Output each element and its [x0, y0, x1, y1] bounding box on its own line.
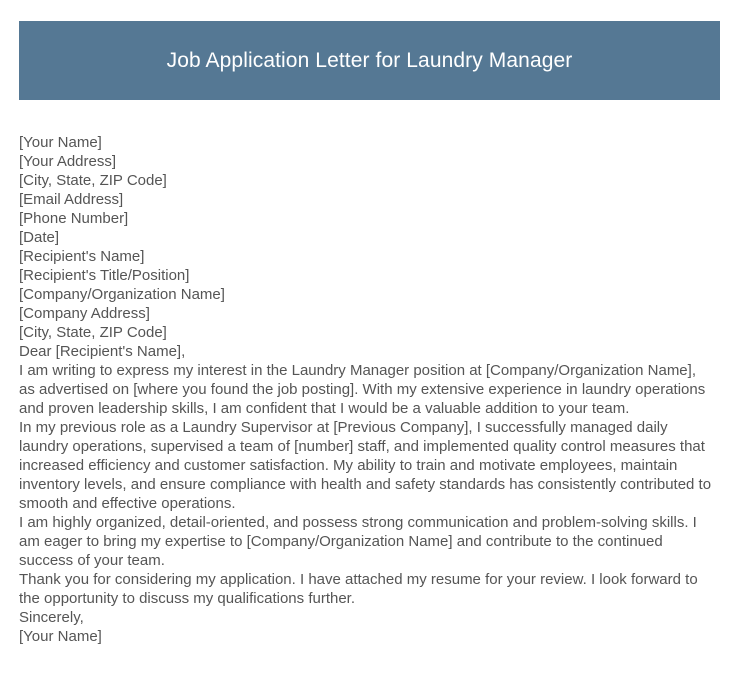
- recipient-title-line: [Recipient's Title/Position]: [19, 267, 190, 284]
- letter-paragraph-3: I am highly organized, detail-oriented, and possess strong communication and problem-solving skills. I am eager to bring my expertise to [Company/Organization Name] and contribute to the continued success of your team.: [19, 514, 697, 569]
- letter-body: [19, 133, 713, 646]
- letter-paragraph-4: Thank you for considering my application. I have attached my resume for your review. I look forward to the opportunity to discuss my qualifications further.: [19, 571, 698, 607]
- signature-line: [Your Name]: [19, 628, 102, 645]
- sender-address-line: [Your Address]: [19, 153, 117, 170]
- recipient-company-line: [Company/Organization Name]: [19, 286, 225, 303]
- sender-phone-line: [Phone Number]: [19, 210, 129, 227]
- letter-paragraph-2: In my previous role as a Laundry Supervisor at [Previous Company], I successfully managed daily laundry operations, supervised a team of [number] staff, and implemented quality control measures that increased efficiency and customer satisfaction. My ability to train and motivate employees, maintain inventory levels, and ensure compliance with health and safety standards has consistently contributed to smooth and effective operations.: [19, 419, 712, 512]
- recipient-city-state-zip-line: [City, State, ZIP Code]: [19, 324, 167, 341]
- recipient-address-line: [Company Address]: [19, 305, 150, 322]
- date-line: [Date]: [19, 229, 60, 246]
- document-header-banner: [19, 21, 720, 100]
- salutation-line: Dear [Recipient's Name],: [19, 343, 186, 360]
- recipient-name-line: [Recipient's Name]: [19, 248, 145, 265]
- document-title: Job Application Letter for Laundry Manager: [166, 48, 573, 72]
- closing-line: Sincerely,: [19, 609, 84, 626]
- sender-name-line: [Your Name]: [19, 134, 102, 151]
- sender-email-line: [Email Address]: [19, 191, 124, 208]
- sender-city-state-zip-line: [City, State, ZIP Code]: [19, 172, 167, 189]
- letter-paragraph-1: I am writing to express my interest in the Laundry Manager position at [Company/Organization Name], as advertised on [where you found the job posting]. With my extensive experience in laundry operations and proven leadership skills, I am confident that I would be a valuable addition to your team.: [19, 362, 706, 417]
